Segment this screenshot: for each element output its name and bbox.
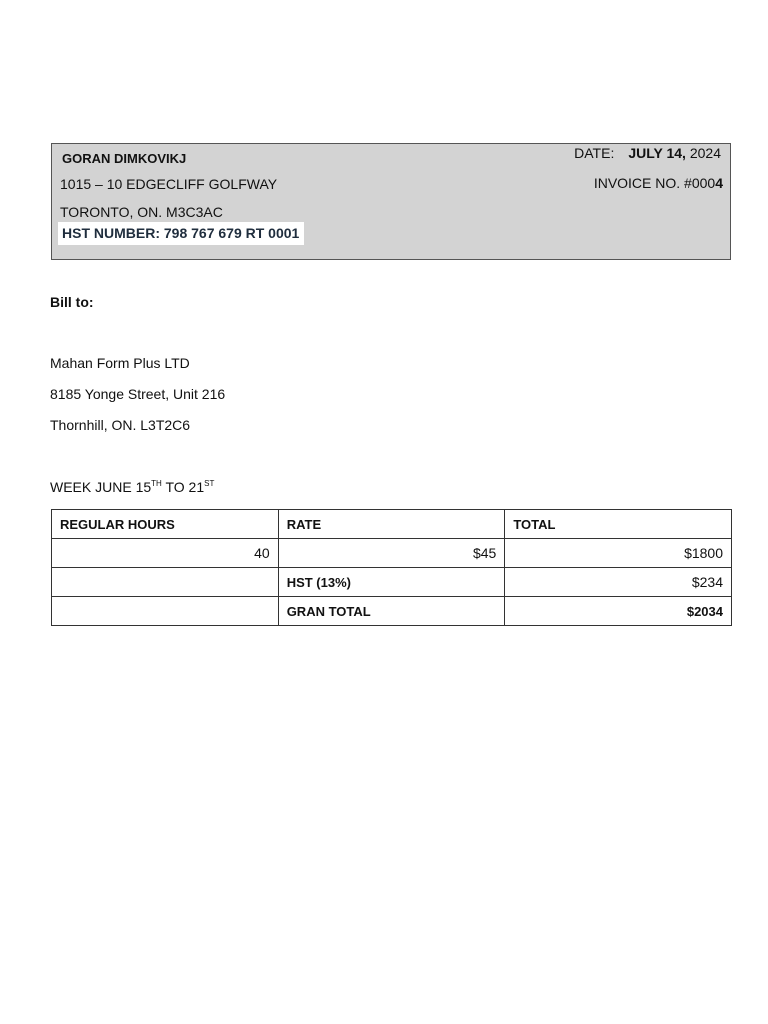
invoice-date — [574, 145, 721, 161]
hst-number: HST NUMBER: 798 767 679 RT 0001 — [58, 222, 304, 245]
contractor-name: GORAN DIMKOVIKJ — [62, 151, 187, 166]
header-total: TOTAL — [505, 510, 732, 539]
table-row — [52, 597, 732, 626]
table-header-row — [52, 510, 732, 539]
contractor-address-line1: 1015 – 10 EDGECLIFF GOLFWAY — [60, 176, 278, 192]
contractor-address-line2: TORONTO, ON. M3C3AC — [60, 204, 223, 220]
date-label: DATE: — [574, 145, 615, 161]
date-month-day: JULY 14, — [628, 145, 686, 161]
invoice-number-digit: 4 — [715, 175, 723, 191]
header-regular-hours: REGULAR HOURS — [52, 510, 279, 539]
week-period: WEEK JUNE 15TH TO 21ST — [50, 479, 215, 495]
table-row — [52, 539, 732, 568]
empty-cell — [52, 568, 279, 597]
invoice-table — [51, 509, 732, 626]
client-company: Mahan Form Plus LTD — [50, 355, 190, 371]
bill-to-label: Bill to: — [50, 294, 94, 310]
grand-total-label: GRAN TOTAL — [278, 597, 505, 626]
grand-total-value: $2034 — [505, 597, 732, 626]
header-rate: RATE — [278, 510, 505, 539]
subtotal-value: $1800 — [505, 539, 732, 568]
invoice-header — [51, 143, 731, 260]
client-street: 8185 Yonge Street, Unit 216 — [50, 386, 226, 402]
rate-value: $45 — [278, 539, 505, 568]
invoice-number — [594, 175, 723, 191]
date-year: 2024 — [689, 145, 721, 161]
hours-value: 40 — [52, 539, 279, 568]
hst-label: HST (13%) — [278, 568, 505, 597]
client-city: Thornhill, ON. L3T2C6 — [50, 417, 191, 433]
table-row — [52, 568, 732, 597]
empty-cell — [52, 597, 279, 626]
hst-value: $234 — [505, 568, 732, 597]
invoice-number-label: INVOICE NO. #000 — [593, 175, 716, 191]
